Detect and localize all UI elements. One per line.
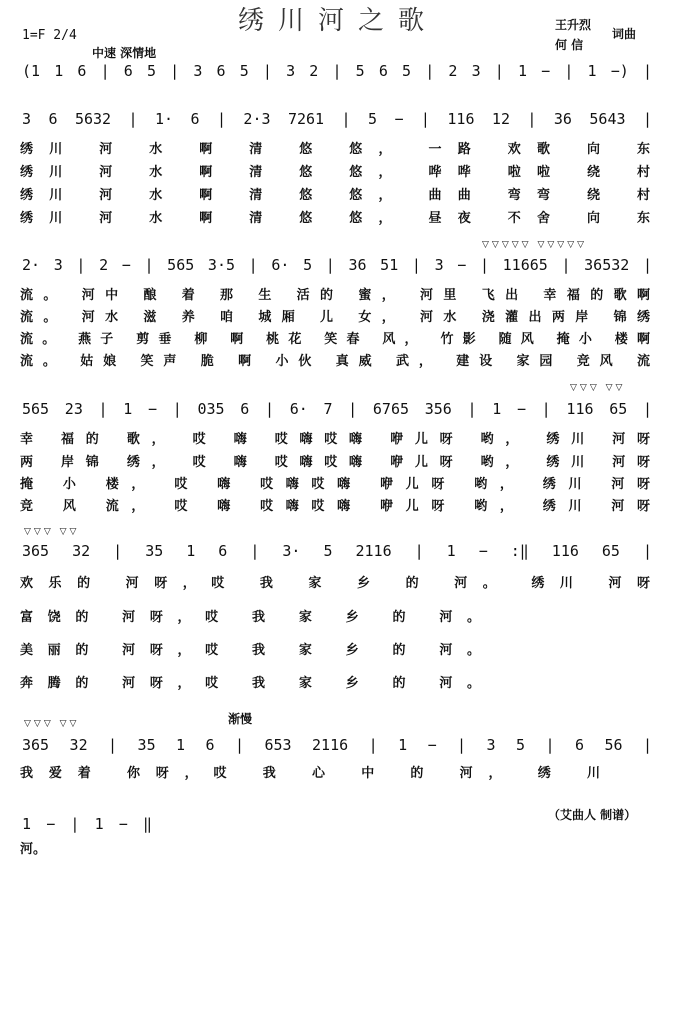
lyric-line: 富饶的 河呀，哎 我 家 乡 的 河。 bbox=[20, 610, 480, 625]
lyric-line: 欢乐的 河呀，哎 我 家 乡 的 河。 绣川 河呀 bbox=[20, 576, 650, 591]
lyric-line: 两 岸锦 绣， 哎 嗨 哎嗨哎嗨 咿儿呀 哟， 绣川 河呀 bbox=[20, 455, 650, 470]
notation-row-1: (1 1 6 | 6 5 | 3 6 5 | 3 2 | 5 6 5 | 2 3 | 1 − | 1 −) | bbox=[22, 62, 652, 80]
notation-row-5: 365 32 | 35 1 6 | 3· 5 2116 | 1 − :‖ 116 65 | bbox=[22, 542, 652, 560]
notation-row-7: 1 − | 1 − ‖ bbox=[22, 815, 152, 833]
arranger-note: （艾曲人 制谱） bbox=[548, 808, 637, 822]
composer: 何 信 bbox=[555, 38, 584, 52]
lyric-line: 流。 河中 酿 着 那 生 活的 蜜， 河里 飞出 幸福的歌啊 bbox=[20, 288, 650, 303]
song-title: 绣川河之歌 bbox=[237, 6, 438, 36]
key-time-signature: 1=F 2/4 bbox=[22, 28, 77, 43]
lyric-line: 幸 福的 歌， 哎 嗨 哎嗨哎嗨 咿儿呀 哟， 绣川 河呀 bbox=[20, 432, 650, 447]
lyric-line: 奔腾的 河呀，哎 我 家 乡 的 河。 bbox=[20, 676, 480, 691]
lyric-line: 绣川 河 水 啊 清 悠 悠， 一路 欢歌 向 东 bbox=[20, 142, 650, 157]
rit-marking: 渐慢 bbox=[228, 712, 253, 726]
lyricist: 王升烈 bbox=[555, 18, 592, 32]
lyric-line: 河。 bbox=[20, 842, 47, 857]
accent-marks: ▽▽▽ ▽▽ bbox=[24, 527, 80, 537]
lyric-line: 我爱着 你呀，哎 我 心 中 的 河， 绣 川 bbox=[20, 766, 600, 781]
lyric-line: 流。 河水 滋 养 咱 城厢 儿 女， 河水 浇灌出两岸 锦绣 bbox=[20, 310, 650, 325]
accent-marks: ▽▽▽ ▽▽ bbox=[570, 383, 626, 393]
notation-row-2: 3 6 5632 | 1· 6 | 2·3 7261 | 5 − | 116 12 | 36 5643 | bbox=[22, 110, 652, 128]
notation-row-3: 2· 3 | 2 − | 565 3·5 | 6· 5 | 36 51 | 3 − | 11665 | 36532 | bbox=[22, 256, 652, 274]
accent-marks: ▽▽▽ ▽▽ bbox=[24, 719, 80, 729]
lyric-line: 绣川 河 水 啊 清 悠 悠， 曲曲 弯弯 绕 村 bbox=[20, 188, 650, 203]
notation-row-6: 365 32 | 35 1 6 | 653 2116 | 1 − | 3 5 | 6 56 | bbox=[22, 736, 652, 754]
lyric-line: 流。 燕子 剪垂 柳 啊 桃花 笑春 风， 竹影 随风 掩小 楼啊 bbox=[20, 332, 650, 347]
lyric-line: 竞 风 流， 哎 嗨 哎嗨哎嗨 咿儿呀 哟， 绣川 河呀 bbox=[20, 499, 650, 514]
lyric-line: 美丽的 河呀，哎 我 家 乡 的 河。 bbox=[20, 643, 480, 658]
notation-row-4: 565 23 | 1 − | 035 6 | 6· 7 | 6765 356 | 1 − | 116 65 | bbox=[22, 400, 652, 418]
accent-marks: ▽▽▽▽▽ ▽▽▽▽▽ bbox=[482, 240, 588, 250]
lyric-line: 流。 姑娘 笑声 脆 啊 小伙 真威 武， 建设 家园 竞风 流 bbox=[20, 354, 650, 369]
tempo-marking: 中速 深情地 bbox=[92, 46, 157, 60]
lyric-line: 绣川 河 水 啊 清 悠 悠， 昼夜 不舍 向 东 bbox=[20, 211, 650, 226]
lyric-line: 掩 小 楼， 哎 嗨 哎嗨哎嗨 咿儿呀 哟， 绣川 河呀 bbox=[20, 477, 650, 492]
lyric-line: 绣川 河 水 啊 清 悠 悠， 哗哗 啦啦 绕 村 bbox=[20, 165, 650, 180]
credit-role: 词曲 bbox=[612, 27, 637, 41]
